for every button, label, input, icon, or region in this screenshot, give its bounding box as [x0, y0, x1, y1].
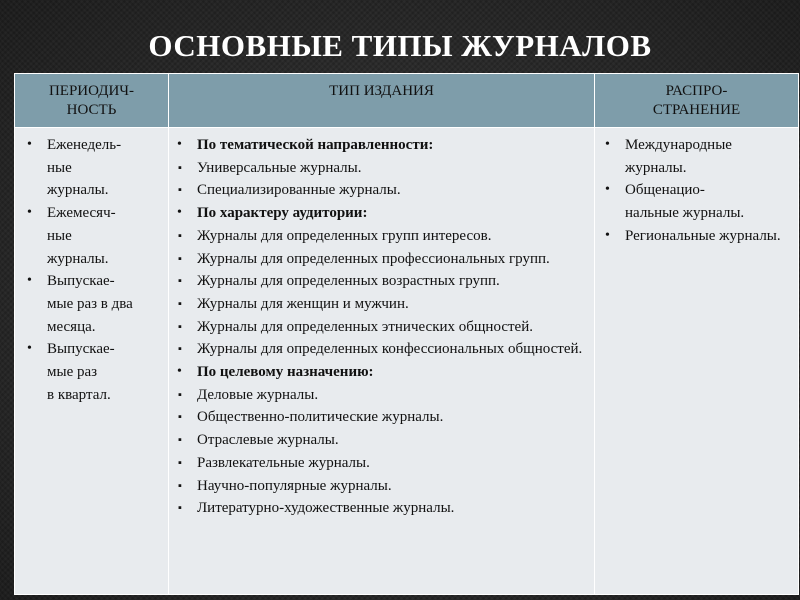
list-item [175, 293, 586, 316]
list-item-text: Журналы для женщин и мужчин. [197, 295, 409, 312]
list-item-text: Отраслевые журналы. [197, 432, 339, 449]
bullet-icon: ▪ [178, 411, 182, 424]
list-item-text: Журналы для определенных этнических общностей. [197, 318, 533, 335]
bullet-icon: ▪ [178, 161, 182, 174]
bullet-icon: • [605, 227, 610, 243]
list-item [25, 338, 160, 406]
list-item [175, 202, 586, 225]
periodicity-cell [15, 128, 169, 595]
list-item [25, 270, 160, 338]
list-item [603, 134, 792, 179]
list-item-text: Региональные журналы. [625, 227, 781, 244]
list-item [175, 497, 586, 520]
list-item [175, 225, 586, 248]
list-item-text: Ежемесяч- ные журналы. [47, 205, 116, 267]
bullet-icon: • [605, 182, 610, 198]
list-item [175, 338, 586, 361]
list-item [175, 384, 586, 407]
list-item [175, 361, 586, 384]
list-item-text: По целевому назначению: [197, 364, 374, 381]
list-item [175, 475, 586, 498]
distribution-cell [595, 128, 799, 595]
list-item [175, 452, 586, 475]
bullet-icon: • [27, 273, 32, 289]
list-item-text: Журналы для определенных возрастных групп. [197, 273, 500, 290]
list-item-text: Международные журналы. [625, 137, 732, 176]
list-item-text: Журналы для определенных профессиональных групп. [197, 250, 550, 267]
list-item-text: Литературно-художественные журналы. [197, 500, 455, 517]
bullet-icon: • [177, 364, 182, 380]
header-publication-type [169, 74, 595, 128]
bullet-icon: ▪ [178, 297, 182, 310]
list-item-text: Развлекательные журналы. [197, 454, 370, 471]
list-item [175, 270, 586, 293]
list-item-text: Специализированные журналы. [197, 182, 401, 199]
list-item-text: Универсальные журналы. [197, 159, 362, 176]
bullet-icon: ▪ [178, 229, 182, 242]
list-item-text: По характеру аудитории: [197, 205, 368, 222]
bullet-icon: ▪ [178, 320, 182, 333]
bullet-icon: • [177, 137, 182, 152]
list-item-text: По тематической направленности: [197, 137, 434, 153]
bullet-icon: • [27, 137, 32, 152]
page-title: ОСНОВНЫЕ ТИПЫ ЖУРНАЛОВ [148, 28, 652, 63]
bullet-icon: ▪ [178, 479, 182, 492]
list-item [175, 429, 586, 452]
list-item-text: Еженедель- ные журналы. [47, 137, 122, 199]
bullet-icon: ▪ [178, 502, 182, 515]
header-distribution [595, 74, 799, 128]
bullet-icon: ▪ [178, 275, 182, 288]
bullet-icon: ▪ [178, 252, 182, 265]
bullet-icon: ▪ [178, 388, 182, 401]
bullet-icon: ▪ [178, 343, 182, 356]
list-item-text: Общественно-политические журналы. [197, 409, 444, 426]
list-item [175, 406, 586, 429]
publication-type-list [175, 134, 586, 520]
list-item-text: Журналы для определенных групп интересов. [197, 227, 492, 244]
bullet-icon: • [605, 137, 610, 152]
list-item [25, 134, 160, 202]
bullet-icon: • [177, 205, 182, 221]
distribution-list [603, 134, 792, 248]
bullet-icon: ▪ [178, 184, 182, 197]
list-item [175, 179, 586, 202]
publication-type-cell [169, 128, 595, 595]
list-item-text: Выпускае- мые раз в два месяца. [47, 273, 133, 335]
list-item [603, 225, 792, 248]
list-item [603, 179, 792, 224]
list-item-text: Выпускае- мые раз в квартал. [47, 341, 115, 403]
journal-types-table [14, 73, 799, 595]
list-item [175, 157, 586, 180]
list-item [25, 202, 160, 270]
header-publication-type-label: ТИП ИЗДАНИЯ [329, 83, 434, 99]
list-item [175, 316, 586, 339]
list-item-text: Деловые журналы. [197, 386, 319, 403]
list-item-text: Научно-популярные журналы. [197, 477, 392, 494]
bullet-icon: ▪ [178, 434, 182, 447]
list-item-text: Журналы для определенных конфессиональных общностей. [197, 341, 583, 358]
table-body-row [15, 128, 799, 595]
header-periodicity [15, 74, 169, 128]
list-item [175, 248, 586, 271]
header-distribution-label: РАСПРО- СТРАНЕНИЕ [652, 83, 741, 118]
list-item [175, 134, 586, 157]
bullet-icon: • [27, 341, 32, 357]
bullet-icon: • [27, 205, 32, 221]
list-item-text: Общенацио- нальные журналы. [625, 182, 745, 222]
header-periodicity-label: ПЕРИОДИЧ- НОСТЬ [48, 83, 135, 118]
periodicity-list [25, 134, 160, 406]
bullet-icon: ▪ [178, 456, 182, 469]
table-header-row [15, 74, 799, 128]
